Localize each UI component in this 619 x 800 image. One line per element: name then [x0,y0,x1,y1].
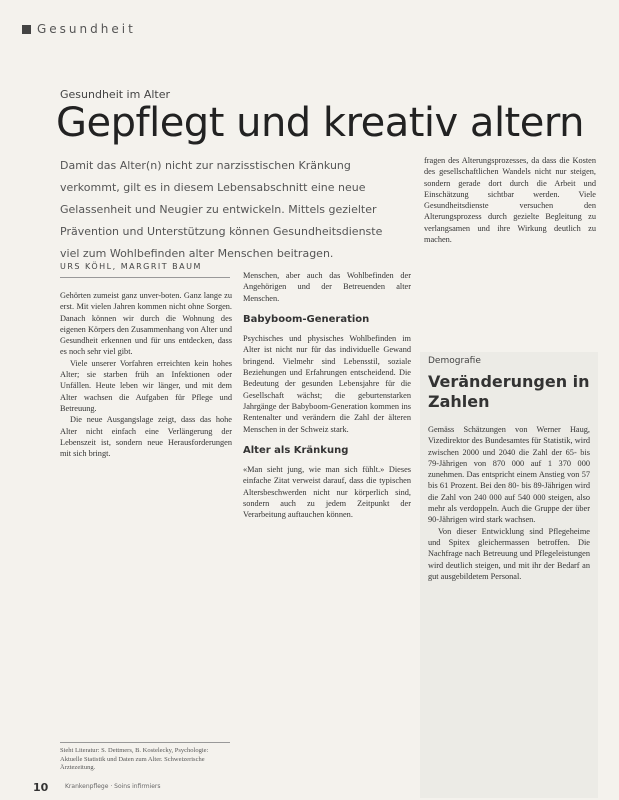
square-icon [22,25,31,34]
box-title: Veränderungen in Zahlen [428,372,590,411]
page-number: 10 [33,781,49,794]
column-2 [243,270,411,790]
article-headline: Gepflegt und kreativ altern [56,100,584,146]
subheading-kraenkung: Alter als Kränkung [243,444,349,456]
box-text [428,424,590,582]
paragraph: Psychisches und physisches Wohlbefinden im Alter ist nicht nur für das individuelle Gewand bringend. Vielmehr sind Lebensstil, soziale Beziehungen und Erfahrungen entscheidend. Die Bedeutung der gesunden Lebensjahre für die Gesellschaft wächst; die geburtenstarken Jahrgänge der Babyboom-Generation kommen ins Rentenalter und verändern die Zahl der älteren Menschen in der Schweiz stark. [243,334,411,434]
footnote: Sieht Literatur: S. Dettmers, B. Kostelecky, Psychologie: Aktuelle Statistik und Daten zum Alter. Schweizerische Ärztezeitung. [60,742,230,773]
column-1 [60,290,232,735]
paragraph: Gehörten zumeist ganz unver-boten. Ganz lange zu erst. Mit vielen Jahren kommen nicht ohne Sorgen. Danach können wir durch die Wohnung des eigenen Körpers den Zusammenhang von Alter und Gesundheit erkennen und für uns entdecken, dass es noch sehr viel gibt. [60,291,232,357]
info-box [420,352,598,798]
paragraph: Menschen, aber auch das Wohlbefinden der Angehörigen und der Betreuenden alter Menschen. [243,271,411,303]
subheading-babyboom: Babyboom-Generation [243,313,370,325]
article-lead: Damit das Alter(n) nicht zur narzisstischen Kränkung verkommt, gilt es in diesem Lebensabschnitt eine neue Gelassenheit und Neugier zu entwickeln. Mittels gezielter Prävention und Unterstützung können Gesundheitsdienste viel zum Wohlbefinden alter Menschen beitragen. [60,159,383,260]
column-3-top [424,155,596,345]
paragraph: Viele unserer Vorfahren erreichten kein hohes Alter; sie starben früh an Infektionen oder Unfällen. Heute leben wir länger, und mit dem Alter wachsen die Aufgaben für Pflege und Betreuung. [60,358,232,413]
paragraph: Die neue Ausgangslage zeigt, dass das hohe Alter nicht einfach eine Verlängerung der Lebenszeit ist, sondern neue Herausforderungen mit sich bringt. [60,415,232,459]
folio-text: Krankenpflege · Soins infirmiers [65,783,161,790]
section-name: Gesundheit [37,22,136,36]
paragraph: «Man sieht jung, wie man sich fühlt.» Dieses einfache Zitat verweist darauf, dass die typischen Altersbeschwerden nicht nur körperlich sind, sondern auch zu jedem Zeitpunkt der Verarbeitung auftauchen können. [243,465,411,520]
byline: URS KÖHL, MARGRIT BAUM [60,262,230,278]
box-tag: Demografie [428,356,481,366]
paragraph: Gemäss Schätzungen von Werner Haug, Vizedirektor des Bundesamtes für Statistik, wird zwischen 2000 und 2040 die Zahl der 65- bis 79-Jährigen von 870 000 auf 1 370 000 zunehmen. Das entspricht einem Anstieg von 57 bis 61 Prozent. Bei den 80- bis 89-Jährigen wird die Zahl von 240 000 auf 540 000 steigen, also mehr als verdoppeln. Auch die Gruppe der über 90-Jährigen wird stark wachsen. [428,425,590,525]
paragraph: fragen des Alterungsprozesses, da dass die Kosten des gesellschaftlichen Wandels nicht nur steigen, sondern gerade dort durch die Arbeit und Einschätzung sichtbar werden. Viele Gesundheitsdienste versuchen den Alterungsprozess durch gezielte Begleitung zu verlangsamen und ihre Wirkung deutlich zu machen. [424,156,596,245]
paragraph: Von dieser Entwicklung sind Pflegeheime und Spitex gleichermassen betroffen. Die Nachfrage nach Betreuung und Pflegeleistungen wird deutlich steigen, und mit ihr der Bedarf an gut ausgebildetem Personal. [428,526,590,581]
section-label [22,22,136,36]
article-kicker: Gesundheit im Alter [60,88,171,101]
